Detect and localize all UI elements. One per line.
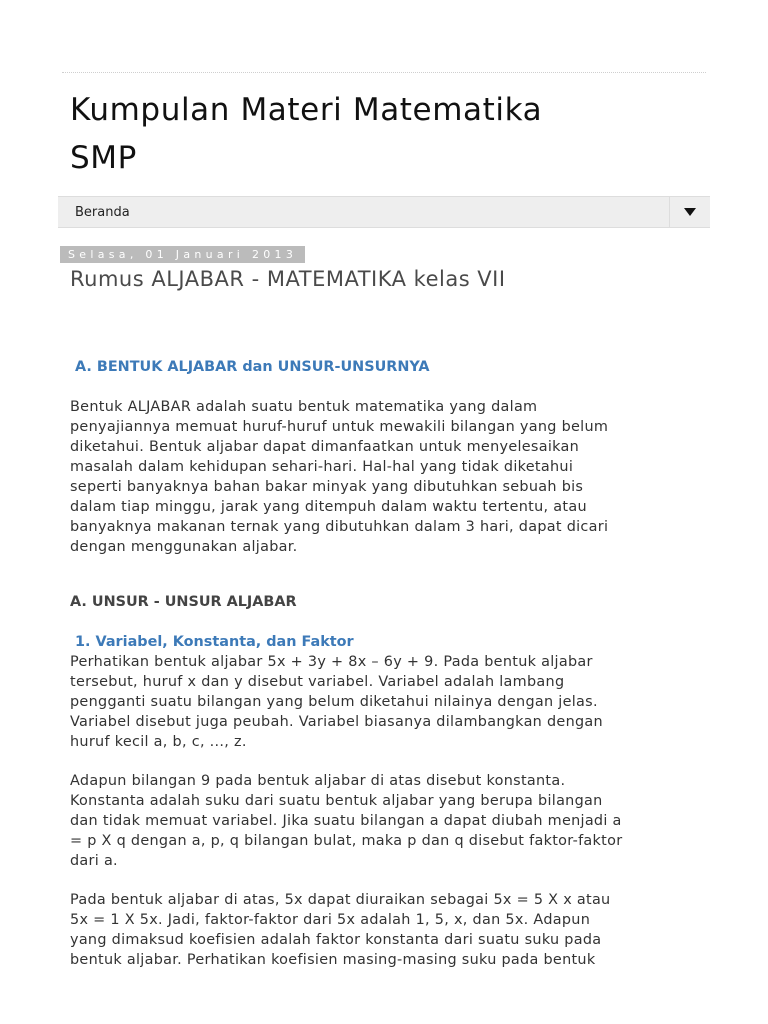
- paragraph-line: dengan menggunakan aljabar.: [70, 539, 298, 555]
- paragraph-line: masalah dalam kehidupan sehari-hari. Hal-hal yang tidak diketahui: [70, 459, 574, 475]
- paragraph-line: penyajiannya memuat huruf-huruf untuk mewakili bilangan yang belum: [70, 419, 609, 435]
- paragraph-faktor: [70, 890, 610, 970]
- paragraph-line: pengganti suatu bilangan yang belum diketahui nilainya dengan jelas.: [70, 694, 598, 710]
- paragraph-line: yang dimaksud koefisien adalah faktor konstanta dari suatu suku pada: [70, 932, 602, 948]
- paragraph-line: dan tidak memuat variabel. Jika suatu bilangan a dapat diubah menjadi a: [70, 813, 622, 829]
- paragraph-line: tersebut, huruf x dan y disebut variabel. Variabel adalah lambang: [70, 674, 565, 690]
- heading-bentuk-aljabar: A. BENTUK ALJABAR dan UNSUR-UNSURNYA: [75, 359, 430, 375]
- paragraph-variabel: [70, 652, 603, 752]
- post-title[interactable]: Rumus ALJABAR - MATEMATIKA kelas VII: [70, 267, 506, 291]
- paragraph-line: = p X q dengan a, p, q bilangan bulat, maka p dan q disebut faktor-faktor: [70, 833, 623, 849]
- paragraph-line: Konstanta adalah suku dari suatu bentuk aljabar yang berupa bilangan: [70, 793, 603, 809]
- heading-variabel: 1. Variabel, Konstanta, dan Faktor: [75, 634, 354, 650]
- paragraph-intro: [70, 397, 608, 557]
- nav-item-beranda[interactable]: Beranda: [75, 205, 130, 220]
- paragraph-line: huruf kecil a, b, c, ..., z.: [70, 734, 247, 750]
- paragraph-line: banyaknya makanan ternak yang dibutuhkan dalam 3 hari, dapat dicari: [70, 519, 609, 535]
- paragraph-line: dari a.: [70, 853, 118, 869]
- paragraph-line: 5x = 1 X 5x. Jadi, faktor-faktor dari 5x adalah 1, 5, x, dan 5x. Adapun: [70, 912, 591, 928]
- blog-title-line-1[interactable]: Kumpulan Materi Matematika: [70, 92, 543, 128]
- heading-unsur-aljabar: A. UNSUR - UNSUR ALJABAR: [70, 594, 297, 610]
- post-date-header: Selasa, 01 Januari 2013: [60, 246, 305, 263]
- paragraph-line: diketahui. Bentuk aljabar dapat dimanfaatkan untuk menyelesaikan: [70, 439, 580, 455]
- blog-title[interactable]: [70, 86, 690, 182]
- paragraph-line: Bentuk ALJABAR adalah suatu bentuk matematika yang dalam: [70, 399, 538, 415]
- paragraph-line: Pada bentuk aljabar di atas, 5x dapat diuraikan sebagai 5x = 5 X x atau: [70, 892, 611, 908]
- paragraph-line: Perhatikan bentuk aljabar 5x + 3y + 8x – 6y + 9. Pada bentuk aljabar: [70, 654, 593, 670]
- blog-title-line-2[interactable]: SMP: [70, 140, 137, 176]
- paragraph-line: Adapun bilangan 9 pada bentuk aljabar di atas disebut konstanta.: [70, 773, 566, 789]
- paragraph-line: dalam tiap minggu, jarak yang ditempuh dalam waktu tertentu, atau: [70, 499, 587, 515]
- paragraph-konstanta: [70, 771, 622, 871]
- mobile-nav-bar: [58, 196, 710, 228]
- header-divider: [62, 72, 706, 73]
- chevron-down-icon: [684, 208, 696, 216]
- paragraph-line: Variabel disebut juga peubah. Variabel biasanya dilambangkan dengan: [70, 714, 603, 730]
- paragraph-line: bentuk aljabar. Perhatikan koefisien masing-masing suku pada bentuk: [70, 952, 596, 968]
- paragraph-line: seperti banyaknya bahan bakar minyak yang dibutuhkan sebuah bis: [70, 479, 584, 495]
- nav-dropdown-toggle[interactable]: [669, 197, 710, 227]
